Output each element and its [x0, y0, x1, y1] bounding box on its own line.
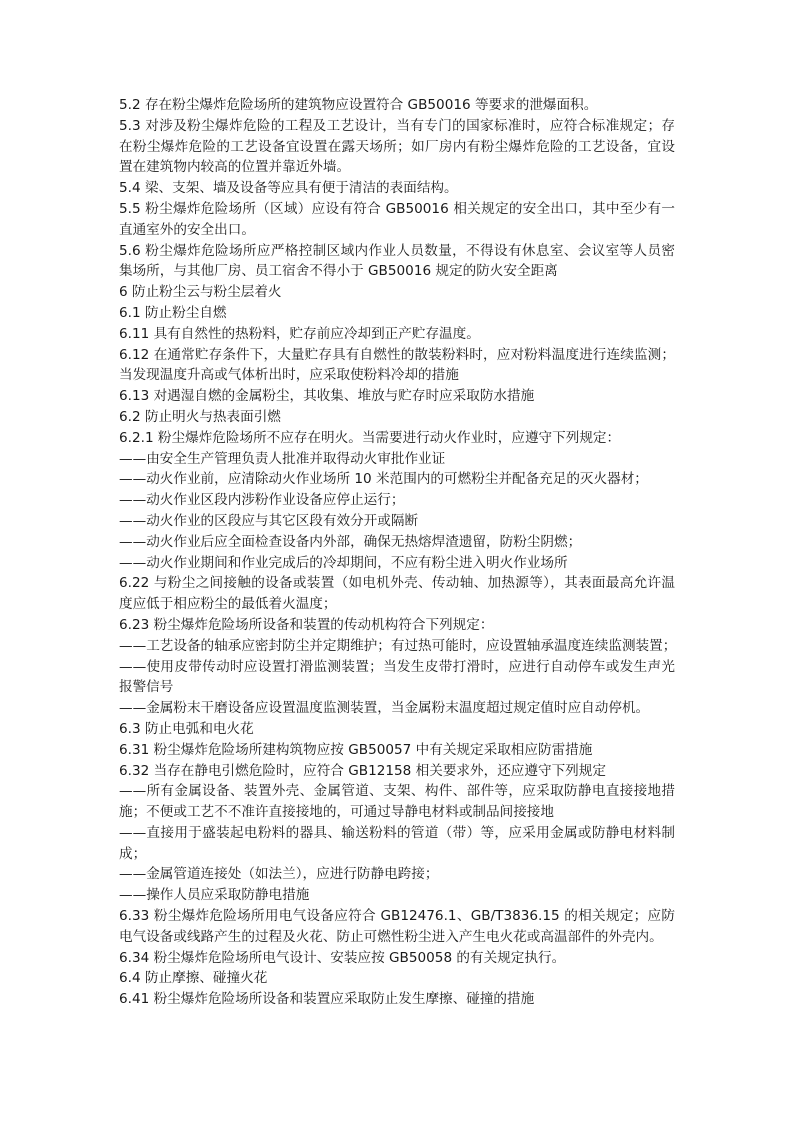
- paragraph: [119, 989, 675, 1010]
- text-line: 6.32 当存在静电引燃危险时，应符合 GB12158 相关要求外，还应遵守下列规定: [119, 762, 606, 779]
- text-line: ——由安全生产管理负责人批准并取得动火审批作业证: [119, 450, 446, 467]
- paragraph: [119, 511, 675, 532]
- text-line: 6.3 防止电弧和电火花: [119, 720, 254, 737]
- paragraph: [119, 449, 675, 470]
- paragraph: [119, 948, 675, 969]
- text-line: 集场所，与其他厂房、员工宿舍不得小于 GB50016 规定的防火安全距离: [119, 263, 558, 280]
- text-line: 6.22 与粉尘之间接触的设备或装置（如电机外壳、传动轴、加热源等），其表面最高允许温: [119, 575, 675, 592]
- paragraph: [119, 407, 675, 428]
- paragraph: [119, 116, 675, 178]
- text-line: ——操作人员应采取防静电措施: [119, 887, 310, 904]
- text-line: ——动火作业期间和作业完成后的冷却期间，不应有粉尘进入明火作业场所: [119, 554, 568, 571]
- paragraph: [119, 781, 675, 823]
- paragraph: [119, 740, 675, 761]
- text-line: 6.34 粉尘爆炸危险场所电气设计、安装应按 GB50058 的有关规定执行。: [119, 949, 566, 966]
- text-line: 报警信号: [119, 679, 174, 696]
- text-line: 6.11 具有自然性的热粉料，贮存前应冷却到正产贮存温度。: [119, 325, 480, 342]
- paragraph: [119, 95, 675, 116]
- text-line: ——直接用于盛装起电粉料的器具、输送粉料的管道（带）等，应采用金属或防静电材料制: [119, 824, 675, 841]
- text-line: 6.31 粉尘爆炸危险场所建构筑物应按 GB50057 中有关规定采取相应防雷措施: [119, 741, 593, 758]
- paragraph: [119, 241, 675, 283]
- text-line: 6.1 防止粉尘自燃: [119, 304, 227, 321]
- text-line: 5.6 粉尘爆炸危险场所应严格控制区域内作业人员数量，不得设有休息室、会议室等人员密: [119, 242, 675, 259]
- paragraph: [119, 178, 675, 199]
- document-body: [119, 95, 675, 1010]
- paragraph: [119, 573, 675, 615]
- text-line: 电气设备或线路产生的过程及火花、防止可燃性粉尘进入产生电火花或高温部件的外壳内。: [119, 928, 663, 945]
- paragraph: [119, 282, 675, 303]
- text-line: ——动火作业后应全面检查设备内外部，确保无热熔焊渣遗留，防粉尘阴燃；: [119, 533, 582, 550]
- paragraph: [119, 324, 675, 345]
- paragraph: [119, 386, 675, 407]
- text-line: ——动火作业的区段应与其它区段有效分开或隔断: [119, 512, 419, 529]
- paragraph: [119, 345, 675, 387]
- paragraph: [119, 553, 675, 574]
- text-line: 6.12 在通常贮存条件下，大量贮存具有自燃性的散装粉料时，应对粉料温度进行连续监测；: [119, 346, 675, 363]
- text-line: ——金属粉末干磨设备应设置温度监测装置，当金属粉末温度超过规定值时应自动停机。: [119, 700, 650, 717]
- paragraph: [119, 615, 675, 636]
- text-line: ——金属管道连接处（如法兰），应进行防静电跨接；: [119, 866, 439, 883]
- paragraph: [119, 698, 675, 719]
- paragraph: [119, 490, 675, 511]
- text-line: 当发现温度升高或气体析出时，应采取使粉料冷却的措施: [119, 367, 459, 384]
- text-line: 施；不便或工艺不不准许直接接地的，可通过导静电材料或制品间接接地: [119, 804, 554, 821]
- text-line: 5.5 粉尘爆炸危险场所（区域）应设有符合 GB50016 相关规定的安全出口，其中至少有一: [119, 200, 675, 217]
- text-line: 6.4 防止摩擦、碰撞火花: [119, 970, 268, 987]
- paragraph: [119, 469, 675, 490]
- paragraph: [119, 906, 675, 948]
- text-line: 直通室外的安全出口。: [119, 221, 255, 238]
- text-line: 6.23 粉尘爆炸危险场所设备和装置的传动机构符合下列规定：: [119, 616, 494, 633]
- paragraph: [119, 761, 675, 782]
- text-line: 6.33 粉尘爆炸危险场所用电气设备应符合 GB12476.1、GB/T3836.15 的相关规定；应防: [119, 908, 675, 925]
- text-line: 5.2 存在粉尘爆炸危险场所的建筑物应设置符合 GB50016 等要求的泄爆面积。: [119, 97, 598, 113]
- text-line: ——工艺设备的轴承应密封防尘并定期维护；有过热可能时，应设置轴承温度连续监测装置；: [119, 637, 677, 654]
- paragraph: [119, 303, 675, 324]
- text-line: 6.13 对遇湿自燃的金属粉尘，其收集、堆放与贮存时应采取防水措施: [119, 388, 535, 405]
- text-line: ——动火作业前，应清除动火作业场所 10 米范围内的可燃粉尘并配备充足的灭火器材；: [119, 471, 648, 488]
- paragraph: [119, 719, 675, 740]
- text-line: 6.2.1 粉尘爆炸危险场所不应存在明火。当需要进行动火作业时，应遵守下列规定：: [119, 429, 621, 446]
- paragraph: [119, 823, 675, 865]
- text-line: 度应低于相应粉尘的最低着火温度；: [119, 596, 337, 613]
- text-line: 6.2 防止明火与热表面引燃: [119, 408, 281, 425]
- text-line: 6.41 粉尘爆炸危险场所设备和装置应采取防止发生摩擦、碰撞的措施: [119, 991, 535, 1008]
- paragraph: [119, 657, 675, 699]
- paragraph: [119, 968, 675, 989]
- paragraph: [119, 428, 675, 449]
- text-line: 在粉尘爆炸危险的工艺设备宜设置在露天场所；如厂房内有粉尘爆炸危险的工艺设备，宜设: [119, 138, 675, 155]
- text-line: ——使用皮带传动时应设置打滑监测装置；当发生皮带打滑时，应进行自动停车或发生声光: [119, 658, 675, 675]
- paragraph: [119, 885, 675, 906]
- text-line: 5.3 对涉及粉尘爆炸危险的工程及工艺设计，当有专门的国家标准时，应符合标准规定；存: [119, 117, 675, 134]
- text-line: 置在建筑物内较高的位置并靠近外墙。: [119, 159, 351, 176]
- text-line: 5.4 梁、支架、墙及设备等应具有便于清洁的表面结构。: [119, 180, 458, 197]
- paragraph: [119, 864, 675, 885]
- text-line: 成；: [119, 845, 147, 862]
- text-line: 6 防止粉尘云与粉尘层着火: [119, 284, 282, 301]
- paragraph: [119, 636, 675, 657]
- text-line: ——所有金属设备、装置外壳、金属管道、支架、构件、部件等，应采取防静电直接接地措: [119, 783, 675, 800]
- paragraph: [119, 199, 675, 241]
- paragraph: [119, 532, 675, 553]
- text-line: ——动火作业区段内涉粉作业设备应停止运行；: [119, 492, 405, 509]
